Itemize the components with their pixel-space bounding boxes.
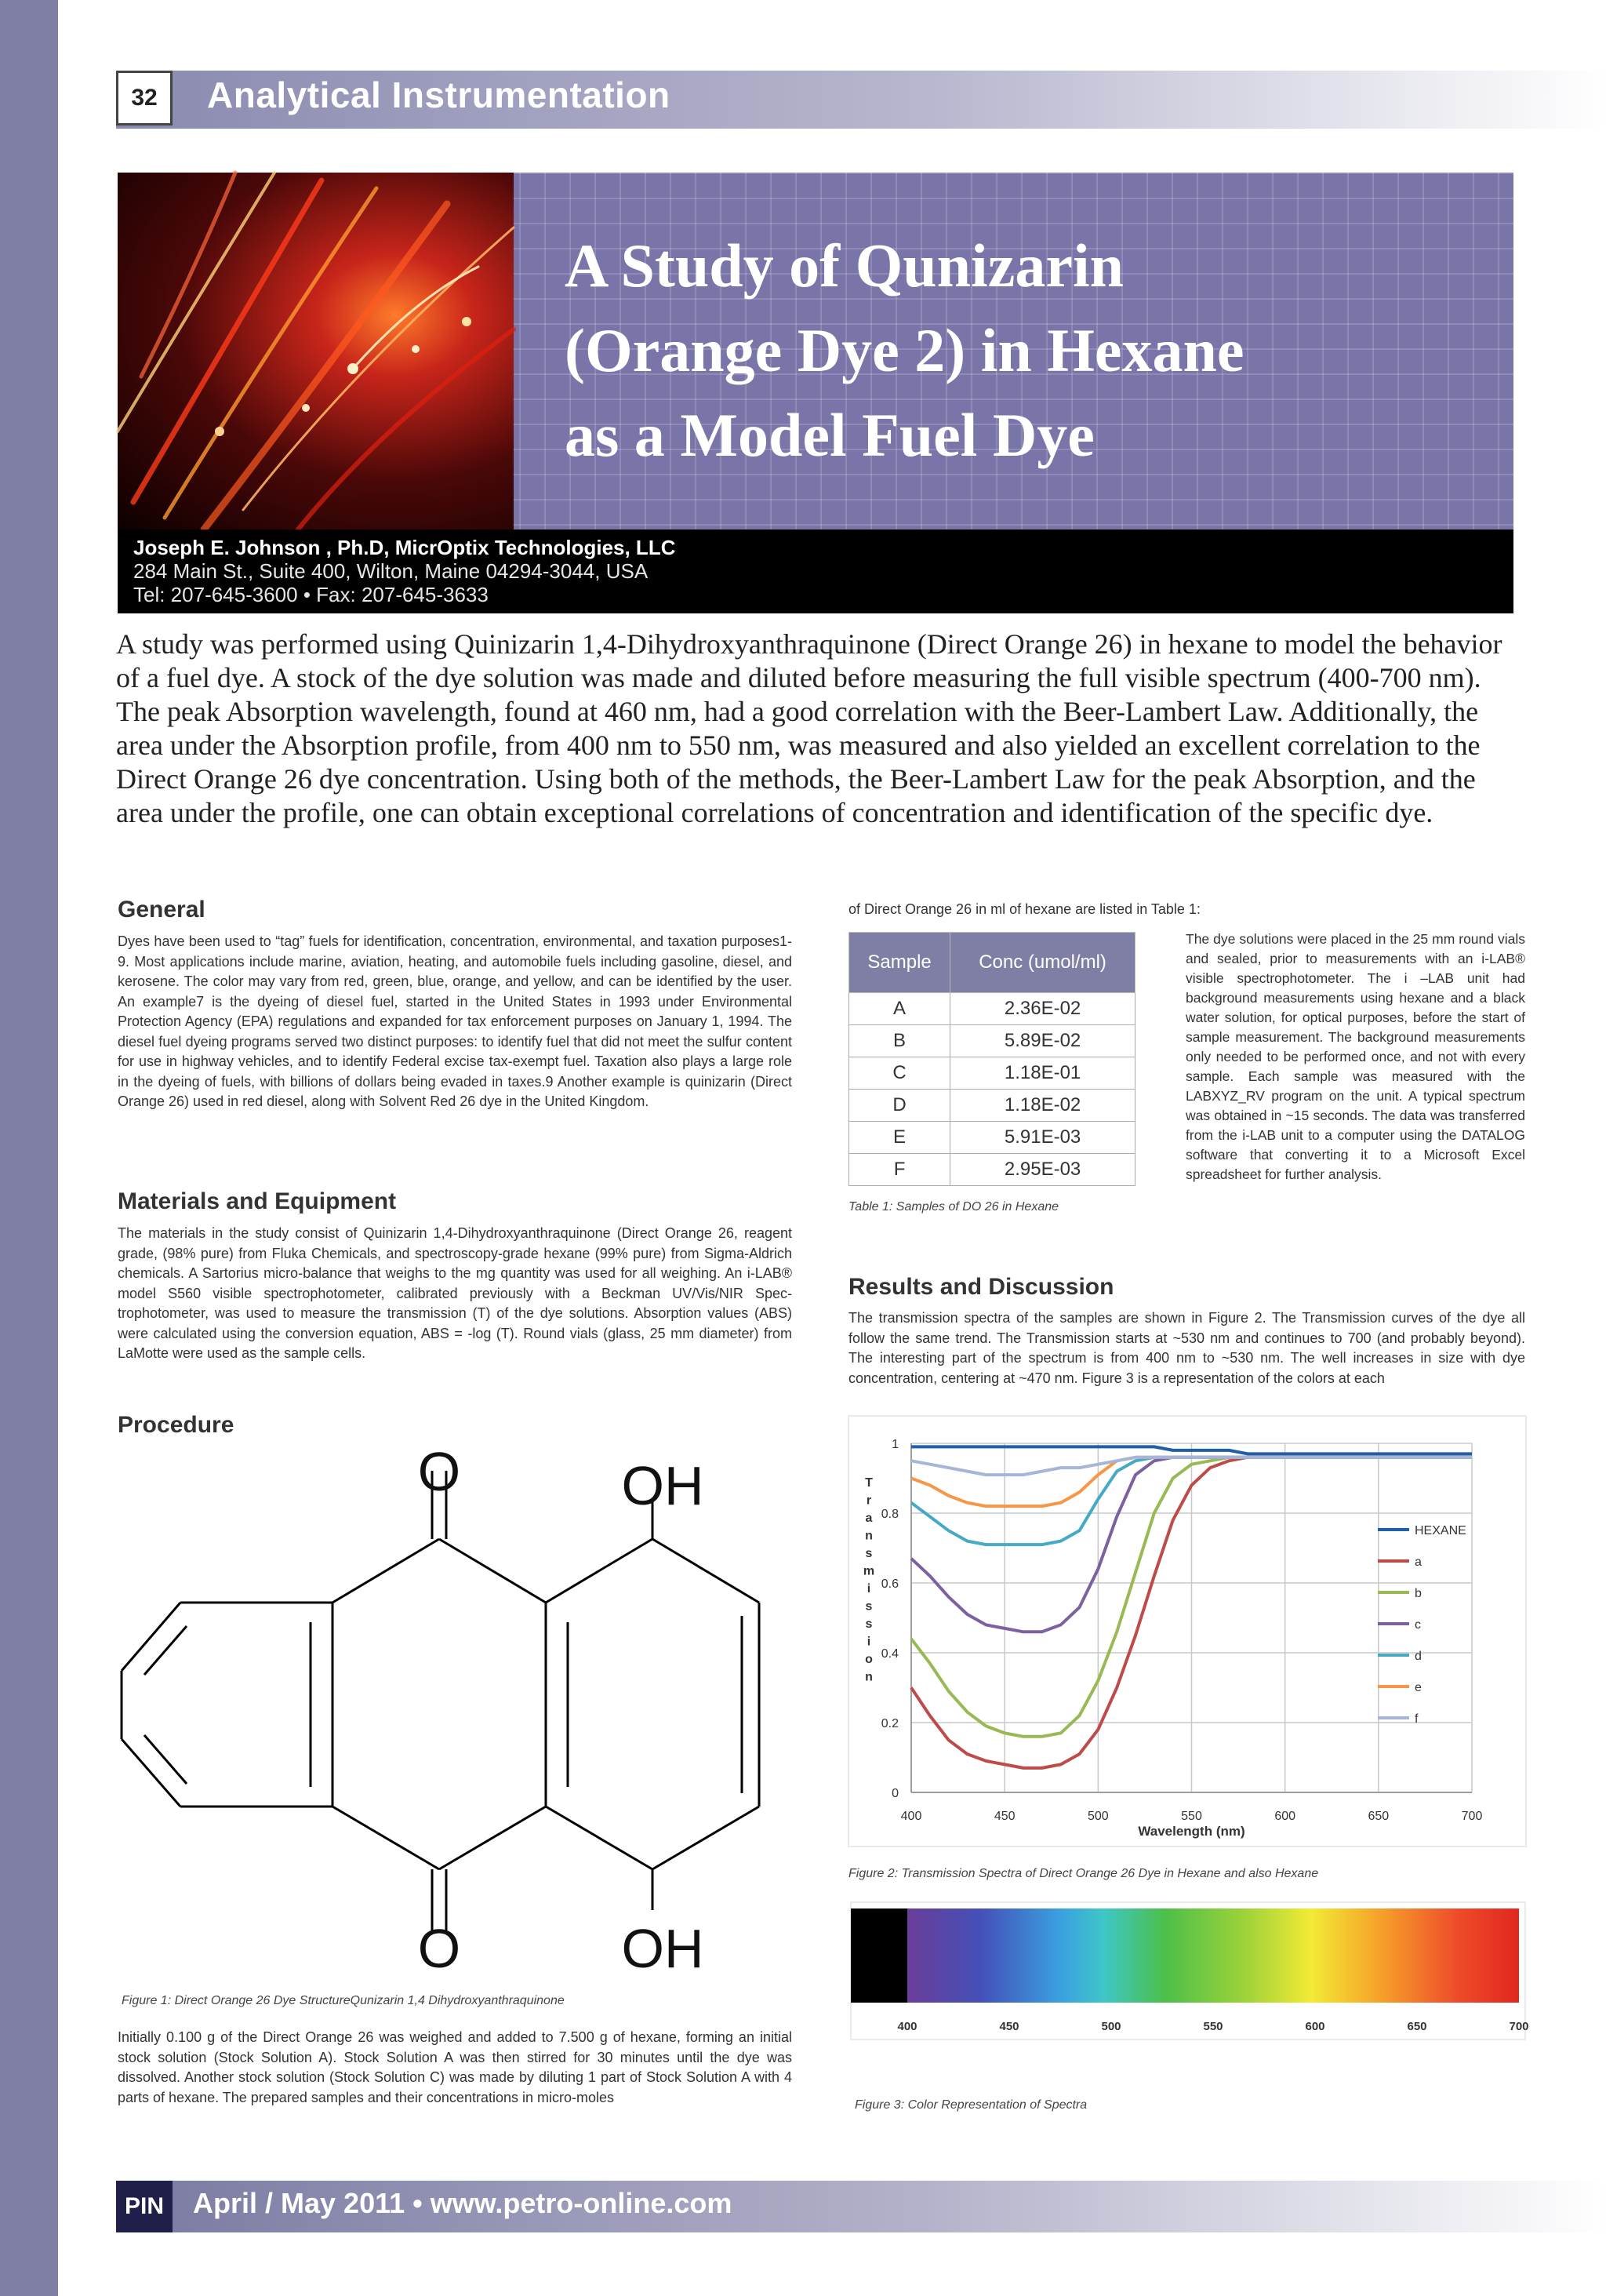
y-tick-label: 0.2 (881, 1717, 899, 1730)
spectrum-tick-label: 400 (897, 2020, 917, 2033)
results-text: The transmission spectra of the samples are shown in Figure 2. The Transmission curves of the dye all follow the same trend. The Transmission starts at ~530 nm and continues to 700 (and probably beyond). The interesting part of the spectrum is from 400 nm to ~530 nm. The well increases in size with dye concentration, centering at ~470 nm. Figure 3 is a representation of the colors at each (848, 1310, 1525, 1386)
heading-materials: Materials and Equipment (118, 1188, 397, 1214)
heading-results: Results and Discussion (848, 1274, 1114, 1300)
author-address: 284 Main St., Suite 400, Wilton, Maine 04294-3044, USA (133, 559, 649, 583)
section-title: Analytical Instrumentation (207, 75, 670, 115)
heading-general: General (118, 897, 205, 922)
article-title-line: (Orange Dye 2) in Hexane (565, 316, 1244, 384)
x-tick-label: 400 (900, 1810, 922, 1823)
figure2-caption: Figure 2: Transmission Spectra of Direct Orange 26 Dye in Hexane and also Hexane (848, 1867, 1319, 1880)
x-axis-label: Wavelength (nm) (1138, 1824, 1245, 1839)
color-spectrum-figure (851, 1902, 1529, 2039)
table-cell: C (849, 1057, 950, 1090)
table-row (849, 1122, 1135, 1154)
y-tick-label: 0.6 (881, 1577, 899, 1591)
spectrum-tick-label: 500 (1101, 2020, 1121, 2033)
legend-label: e (1415, 1681, 1422, 1694)
spectrum-uv-block (851, 1908, 907, 2003)
materials-text: The materials in the study consist of Quinizarin 1,4-Dihydroxyanthraquinone (Direct Orange 26, reagent grade, (98% pure) from Fluka Chemicals, and spectroscopy-grade hexane (99% pure) from Sigma-Aldrich chemicals. A Sartorius micro-balance that weighs to the mg quantity was used for all weighing. An i-LAB® model S560 visible spectrophotometer, calibrated previously with a Beckman UV/Vis/NIR Spec-trophotometer, was used to measure the transmission (T) of the dye solutions. Absorption values (ABS) were calculated using the conversion equation, ABS = -log (T). Round vials (glass, 25 mm diameter) from LaMotte were used as the sample cells. (118, 1225, 792, 1361)
legend-label: c (1415, 1618, 1421, 1632)
legend-label: f (1415, 1712, 1419, 1726)
table-cell: 1.18E-01 (950, 1057, 1135, 1090)
vials-text: The dye solutions were placed in the 25 mm round vials and sealed, prior to measurements with an i-LAB® visible spectrophotometer. The i –LAB unit had background measurements using hexane and a black water solution, for optical purposes, before the start of sample measurement. The background measurements only needed to be performed once, and not with every sample. Each sample was measured with the LABXYZ_RV program on the unit. A typical spectrum was obtained in ~15 seconds. The data was transferred from the i-LAB unit to a computer using the DATALOG software that converting it to a Microsoft Excel spreadsheet for further analysis. (1186, 931, 1525, 1182)
table-cell: E (849, 1122, 950, 1154)
page-number: 32 (116, 71, 173, 126)
legend-label: b (1415, 1587, 1422, 1600)
figure1-caption: Figure 1: Direct Orange 26 Dye StructureQunizarin 1,4 Dihydroxyanthraquinone (122, 1994, 565, 2007)
table-header-cell: Sample (849, 933, 950, 993)
left-margin-bar (0, 0, 58, 2296)
spectrum-tick-label: 650 (1407, 2020, 1427, 2033)
figure3-caption: Figure 3: Color Representation of Spectra (855, 2098, 1088, 2112)
hero-photo (118, 173, 514, 529)
samples-table (848, 932, 1135, 1186)
article-title-line: A Study of Qunizarin (565, 231, 1125, 300)
label-o-top: O (417, 1441, 461, 1502)
y-tick-label: 0.4 (881, 1647, 899, 1661)
table-cell: F (849, 1154, 950, 1186)
spectrum-color-bar (907, 1908, 1519, 2003)
y-tick-label: 1 (892, 1438, 899, 1451)
x-tick-label: 600 (1274, 1810, 1296, 1823)
table-cell: A (849, 993, 950, 1025)
table-cell: 2.95E-03 (950, 1154, 1135, 1186)
table-row (849, 1154, 1135, 1186)
table-cell: D (849, 1090, 950, 1122)
table-cell: 1.18E-02 (950, 1090, 1135, 1122)
transmission-chart (848, 1416, 1527, 1847)
legend-label: d (1415, 1650, 1422, 1663)
article-title (565, 224, 1490, 478)
heading-procedure: Procedure (118, 1412, 234, 1438)
table-cell: 5.91E-03 (950, 1122, 1135, 1154)
spectrum-tick-label: 450 (999, 2020, 1019, 2033)
footer-issue-url: April / May 2011 • www.petro-online.com (193, 2187, 732, 2219)
y-axis-label: T r a n s m i s s i o n (863, 1476, 875, 1684)
legend-label: HEXANE (1415, 1524, 1466, 1537)
author-contact: Tel: 207-645-3600 • Fax: 207-645-3633 (133, 583, 489, 606)
spectrum-tick-label: 550 (1203, 2020, 1223, 2033)
general-text: Dyes have been used to “tag” fuels for identification, concentration, environmental, and taxation purposes1-9. Most applications include marine, aviation, heating, and automobile fuels including gasoline, diesel, and kerosene. The color may vary from red, green, blue, orange, and yellow, and can be identified by the user. An example7 is the dyeing of diesel fuel, started in the United States in 1993 under Environmental Protection Agency (EPA) regulations and expanded for tax enforcement purposes on January 1, 1994. The diesel fuel dyeing programs served two distinct purposes: to identify fuel that did not meet the sulfur content for use in highway vehicles, and to identify Federal excise tax-exempt fuel. Taxation also plays a large role in the dyeing of fuels, with billions of dollars being evaded in taxes.9 Another example is quinizarin (Direct Orange 26) used in red diesel, along with Solvent Red 26 dye in the United Kingdom. (118, 933, 792, 1109)
table-cell: B (849, 1025, 950, 1057)
procedure-text: Initially 0.100 g of the Direct Orange 26 was weighed and added to 7.500 g of hexane, forming an initial stock solution (Stock Solution A). Stock Solution A was then stirred for 30 minutes until the dye was dissolved. Another stock solution (Stock Solution C) was made by diluting 1 part of Stock Solution A with 4 parts of hexane. The prepared samples and their concentrations in micro-moles (118, 2029, 792, 2105)
spectrum-tick-label: 700 (1509, 2020, 1529, 2033)
x-tick-label: 500 (1087, 1810, 1109, 1823)
abstract: A study was performed using Quinizarin 1,4-Dihydroxyanthraquinone (Direct Orange 26) in hexane to model the behavior of a fuel dye. A stock of the dye solution was made and diluted before measuring the full visible spectrum (400-700 nm). The peak Absorption wavelength, found at 460 nm, had a good correlation with the Beer-Lambert Law. Additionally, the area under the Absorption profile, from 400 nm to 550 nm, was measured and also yielded an excellent correlation to the Direct Orange 26 dye concentration. Using both of the methods, the Beer-Lambert Law for the peak Absorption, and the area under the profile, one can obtain exceptional correlations of concentration and identification of the specific dye. (116, 628, 1502, 828)
chart-frame (848, 1416, 1526, 1847)
table1-caption: Table 1: Samples of DO 26 in Hexane (848, 1200, 1059, 1213)
table-row (849, 1090, 1135, 1122)
label-o-bottom: O (417, 1918, 461, 1979)
label-oh-top: OH (621, 1455, 704, 1516)
publication-badge: PIN (116, 2181, 173, 2232)
y-tick-label: 0.8 (881, 1508, 899, 1521)
table-row (849, 993, 1135, 1025)
table-row (849, 1057, 1135, 1090)
table-header-cell: Conc (umol/ml) (950, 933, 1135, 993)
molecule-structure-diagram (110, 1441, 816, 1979)
table-row (849, 1025, 1135, 1057)
author-name: Joseph E. Johnson , Ph.D, MicrOptix Technologies, LLC (133, 536, 676, 559)
light-streaks-image (118, 173, 514, 529)
x-tick-label: 700 (1461, 1810, 1483, 1823)
table-header-row (849, 933, 1135, 993)
spectrum-tick-label: 600 (1305, 2020, 1325, 2033)
y-tick-label: 0 (892, 1787, 899, 1800)
table-cell: 5.89E-02 (950, 1025, 1135, 1057)
label-oh-bottom: OH (621, 1918, 704, 1979)
x-tick-label: 650 (1368, 1810, 1390, 1823)
article-title-line: as a Model Fuel Dye (565, 401, 1095, 469)
table-intro-text: of Direct Orange 26 in ml of hexane are listed in Table 1: (848, 901, 1201, 917)
x-tick-label: 450 (994, 1810, 1016, 1823)
x-tick-label: 550 (1181, 1810, 1202, 1823)
table-cell: 2.36E-02 (950, 993, 1135, 1025)
legend-label: a (1415, 1556, 1422, 1569)
